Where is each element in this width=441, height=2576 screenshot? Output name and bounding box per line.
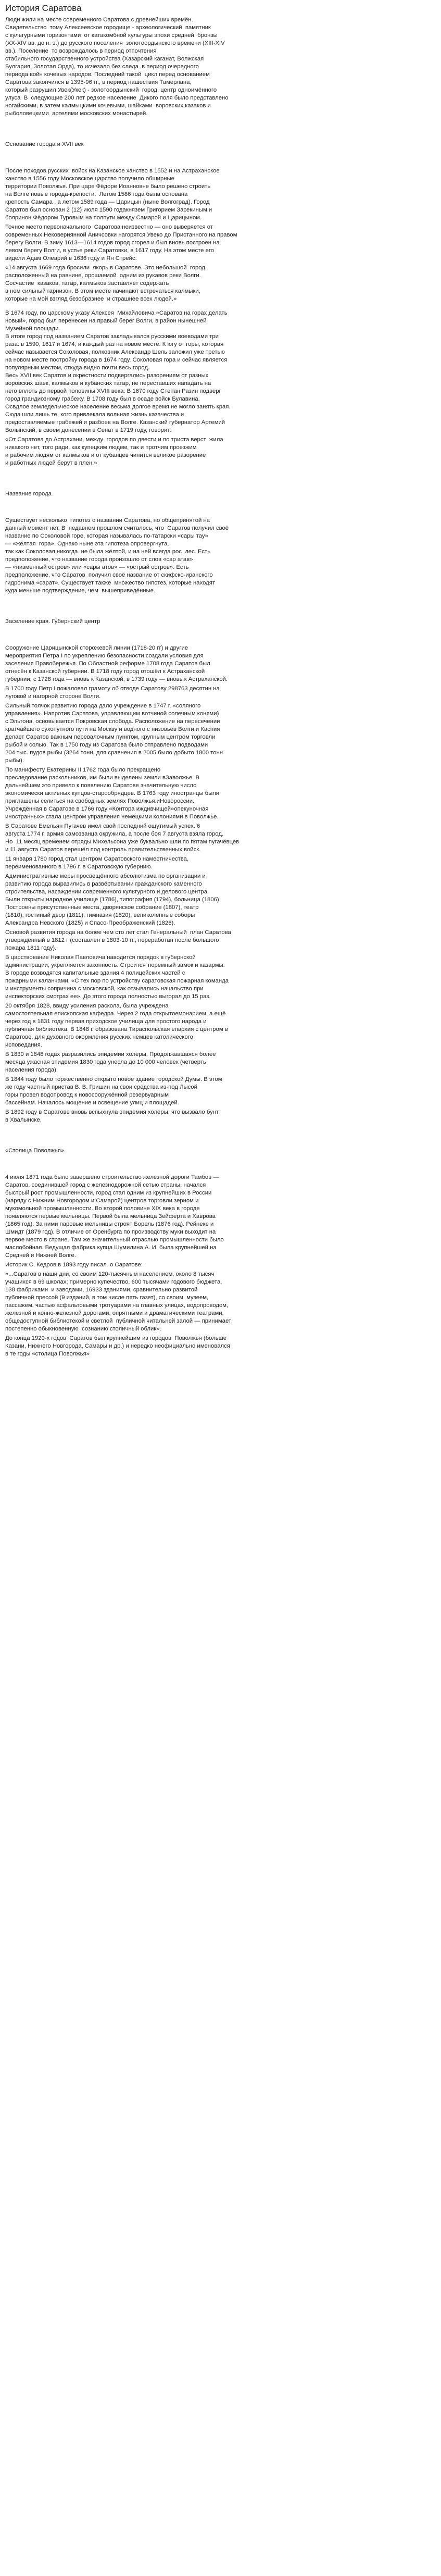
paragraph: После походов русских войск на Казанское ханство в 1552 и на Астраханское ханство в 1556 году Московское царство получило обширные территории Поволжья. При царе Фёдоре Иоанновне было решено строить на Волге новые города-крепости. Летом 1586 года была основана крепость Самара , а летом 1589 года — Царицын (ныне Волгоград). Город Саратов был основан 2 (12) июля 1590 годакнязем Григорием Засекиным и бояринон Фёдором Туровым на полпути между Самарой и Царицыном. <box>5 168 220 221</box>
paragraph: Точное место первоначального Саратова неизвестно — оно выверяется от современных Нековериянной Аничсовки нагорятся Увеко до Пристанного на правом берегу Волги. В зиму 1613—1614 годов город сгорел и был вновь построен на левом берегу Волги, в устье реки Саратовки, в 1617 году. На этом месте его видели Адам Олеарий в 1636 году и Ян Стрейс: <box>5 224 237 262</box>
paragraph: В Саратове Емельян Пугачев имел свой последний ощутимый успех. 6 августа 1774 г. армия самозванца окружила, а после боя 7 августа взяла город. Но 11 месяц временем отряды Михельсона уже буквально шли по пятам пугачёвцев и 11 августа Саратов перешёл под контроль правительственных войск. <box>5 823 240 853</box>
paragraph: В 1892 году в Саратове вновь вспыхнула эпидемия холеры, что вызвало бунт в Хвалынске. <box>5 1109 219 1123</box>
paragraph: 4 июля 1871 года было завершено строительство железной дороги Тамбов — Саратов, соединившей город с железнодорожной сетью страны, начался быстрый рост промышленности, город стал одним из крупнейших в России (наряду с Нижним Новгородом и Самарой) центров торговли зерном и мукомольной промышленности. Во второй половине XIX века в городе появляются первые мельницы. Первой была мельница Зейферта и Хаврова (1865 год). За ними паровые мельницы строят Борель (1876 год). Рейнеке и Шмидт (1879 год). В отличие от Оренбурга по производству муки выходит на первое место в стране. Там же значительный отраслью промышленности было маслобойная. Ведущая фабрика купца Шумилина А. И. была крупнейшей на Средней и Нижней Волге. <box>5 1174 224 1259</box>
paragraph: По манифесту Екатерины II 1762 года было прекращено преследование раскольников, им были выделены земли вЗаволжье. В дальнейшем это привело к появлению Саратове значительную число экономически активных купцов-старообрядцев. В 1763 году иностранцы были приглашены селиться на свободных землях Поволжья.иНоворосcии. Учреждённая в Саратове в 1766 году «Контора иждивчищей»опекуночная иностранных» стала центром управления немецкими колониями в Поволжье. <box>5 767 220 820</box>
section-heading: Название города <box>5 491 52 497</box>
paragraph: Сильный толчок развитию города дало учреждение в 1747 г. «соляного управления». Напротив Саратова, управляющим вотчиной солечным конями) с Эльтона, основывается Покровская слобода. Расположение на пересечении кратчайшего сухопутного пути на Москву и водного с низовьев Волги и Каспия делает Саратов важным перевалочным пунктом, крупным центром торговли рыбой и солью. Так в 1750 году из Саратова было отправлено подводами 204 тыс. пудов рыбы (3264 тонн, для сравнения в 2005 было добыто 1800 тонн рыбы). <box>5 703 223 764</box>
paragraph: «14 августа 1669 года бросили якорь в Саратове. Это небольшой город, расположенный на равнине, орошаемой одним из рукавов реки Волги. Сосчастие казаков, татар, калмыков заставляет содержать в нем сильный гарнизон. В этом месте начинают встречаться калмыки, которые на мой взгляд безобразнее и страшнее всех людей.» <box>5 265 207 302</box>
paragraph: До конца 1920-х годов Саратов был крупнейшим из городов Поволжья (больше Казани, Нижнего Новгорода, Самары и др.) и нередко неофициально именовался в те годы «столица Поволжья» <box>5 1335 230 1357</box>
paragraph: «От Саратова до Астрахани, между городов по двести и по триста верст жила никакого нет, того ради, как купецким людем, так и протчим проезжим и рабочим людям от калмыков и от кубанцев чинится великое разорение и работных людей берут в плен.» <box>5 437 223 466</box>
paragraph: Существует несколько гипотез о названии Саратова, но общепринятой на данный момент нет. В недавнем прошлом считалось, что Саратов получил своё название по Соколовой горе, которая называлась по-татарски «сары тау» — «жёлтая гора». Однако ныне эта гипотеза опровергнута, так как Соколовая никогда не была жёлтой, и на ней всегда рос лес. Есть предположение, что название города произошло от слов «сар атав» — «низменный остров» или «сары атов» — «острый остров». Есть предположение, что Саратов получил своё название от скифско-иранского гидронима «сарат». Существует также множество гипотез, которые находят куда меньше подтверждение, чем вышеприведённые. <box>5 517 229 594</box>
paragraph: Историк С. Кедров в 1893 году писал о Саратове: <box>5 1262 143 1268</box>
article-body <box>5 16 436 1358</box>
paragraph: В 1674 году, по царскому указу Алексея Михайловича «Саратов на горах делать новый», город был перенесен на правый берег Волги, в район нынешней Музейной площади. В итоге город под названием Саратов закладывался русскими воеводами три раза: в 1590, 1617 и 1674, и каждый раз на новом месте. К югу от горы, которая сейчас называется Соколовая, полковник Александр Шель заложил уже третью на новом месте постройку города в 1674 году. Соколовая гора и сейчас является популярным местом, откуда видно почти весь город. Весь XVII век Саратов и окрестности подвергались разорениям от разных воровских шаек, калмыков и кубанских татар, не переставших нападать на него вплоть до первой половины XVIII века. В 1670 году Степан Разин подверг город грандиозному грабежу. В 1708 году был в осаде войск Булавина. Освдлое земледельческое население весьма долгое время не могло занять края. Сюда шли лишь те, кого привлекала вольная жизнь казачества и предоставляемые грабежей и разбоев на Волге. Казанский губернатор Артемий Волынский, в своем донесении в Сенат в 1719 году, говорит: <box>5 310 231 433</box>
section-heading: «Столица Поволжья» <box>5 1148 65 1154</box>
paragraph: В царствование Николая Павловича наводится порядок в губернской администрации, укрепляется законность. Строится тюремный замок и казармы. В городе возводятся капитальные здания 4 полицейских частей с пожарными каланчами. «С тех пор по устройству саратовская пожарная команда и инструменты сопричина с московской, как отзывались начальство при инспекторских смотрах ее». До этого города полностью выгорал до 15 раз. <box>5 954 229 1000</box>
section-heading: Заселение края. Губернский центр <box>5 618 100 625</box>
section-heading: Основание города и XVII век <box>5 141 84 147</box>
page-title: История Саратова <box>5 3 82 13</box>
paragraph: 11 января 1780 город стал центром Саратовского наместничества, переименованного в 1796 г. в Саратовскую губернию. <box>5 856 189 870</box>
paragraph: Основой развития города на более чем сто лет стал Генеральный план Саратова утверждённый в 1812 г (составлен в 1803-10 гг., переработан после большого пожара 1811 году). <box>5 929 231 951</box>
paragraph: Сооружение Царицынской сторожевой линии (1718-20 гг) и другие мероприятия Петра I по укреплению безопасности создали условия для заселения Правобережья. По Областной реформе 1708 года Саратов был отнесён к Казанской губернии. В 1718 году город отошёл к Астраханской губернии; с 1728 года — вновь к Казанской, в 1739 году — вновь к Астраханской. <box>5 645 228 682</box>
paragraph: Люди жили на месте современного Саратова с древнейших времён. Свидетельство тому Алексеевское городище - археологический памятник с культурными горизонтами от катакомбной культуры эпохи средней бронзы (XX-XIV вв. до н. э.) до русского поселения золотоордынского времени (XIII-XIV вв.). Поселение то возрождалось в период отпочтения стабильного государственного устройства (Хазарский каганат, Волжская Булгария, Золотая Орда), то исчезало без следа в период очередного периода войн кочевых народов. Последний такой цикл перед основанием Саратова закончился в 1395-96 гг., в период нашествия Тамерлана, который разрушил Увек(Укек) - золотоордынский город, центр одноимённого улуса В следующие 200 лет редкое население Дикого поля было представлено ногайскими, в затем калмыцкими кочевыми, шайками воровских казаков и рыболовецкими артелями московских монастырей. <box>5 17 229 117</box>
paragraph: Административные меры просвещённого абсолютизма по организации и развитию города выразились в развёртывании гражданского каменного строительства, насаждении современного культурного и делового центра. Были открыты народное училище (1786), типография (1794), больница (1806). Построены присутственные места, дворянское собрание (1807), театр (1810), гостиный двор (1811), гимназия (1820), великолепные соборы Александра Невского (1825) и Спасо-Преображенский (1826). <box>5 873 221 926</box>
paragraph: «...Саратов в наши дни, со своим 120-тысячным населением, около 8 тысяч учащихся в 69 школах; примерно купечество, 600 тысячами годового бюджета, 138 фабриками и заводами, 16933 зданиями, сравнительно развитой публичной прессой (9 изданий, в том числе пять газет), со своим музеем, пассажем, частью асфальтовыми тротуарами на главных улицах, водопроводом, железной и конно-железной дорогами, опрятными и драматическими театрами, общедоступной библиотекой и светлой публичной читальней залой — принимает постепенно обыкновенную сознанию столичный облик». <box>5 1271 232 1332</box>
paragraph: В 1844 году было торжественно открыто новое здание городской Думы. В этом же году частный пристав В. В. Гришин на свои средства из-под Лысой горы провел водопровод к новосооружённой резервуарным бассейнам. Началось мощение и освещение улиц и площадей. <box>5 1076 222 1106</box>
paragraph: В 1700 году Пётр I пожаловал грамоту об отводе Саратову 298763 десятин на луговой и нагорной стороне Волги. <box>5 686 220 700</box>
paragraph: В 1830 и 1848 годах разразились эпидемии холеры. Продолжавшаяся более месяца ужасная эпидемия 1830 года унесла до 10 000 человек (четверть населения города). <box>5 1051 216 1073</box>
paragraph: 20 октября 1828, ввиду усиления раскола, была учреждена самостоятельная епископская кафедра. Через 2 года открытоемонарием, а ещё через год в 1831 году первая приходское училища для простого народа и публичная библиотека. В 1848 г. образована Тираспольская епархия с центром в Саратове, для духовного окормления русских немцев католического исповедания. <box>5 1003 228 1048</box>
